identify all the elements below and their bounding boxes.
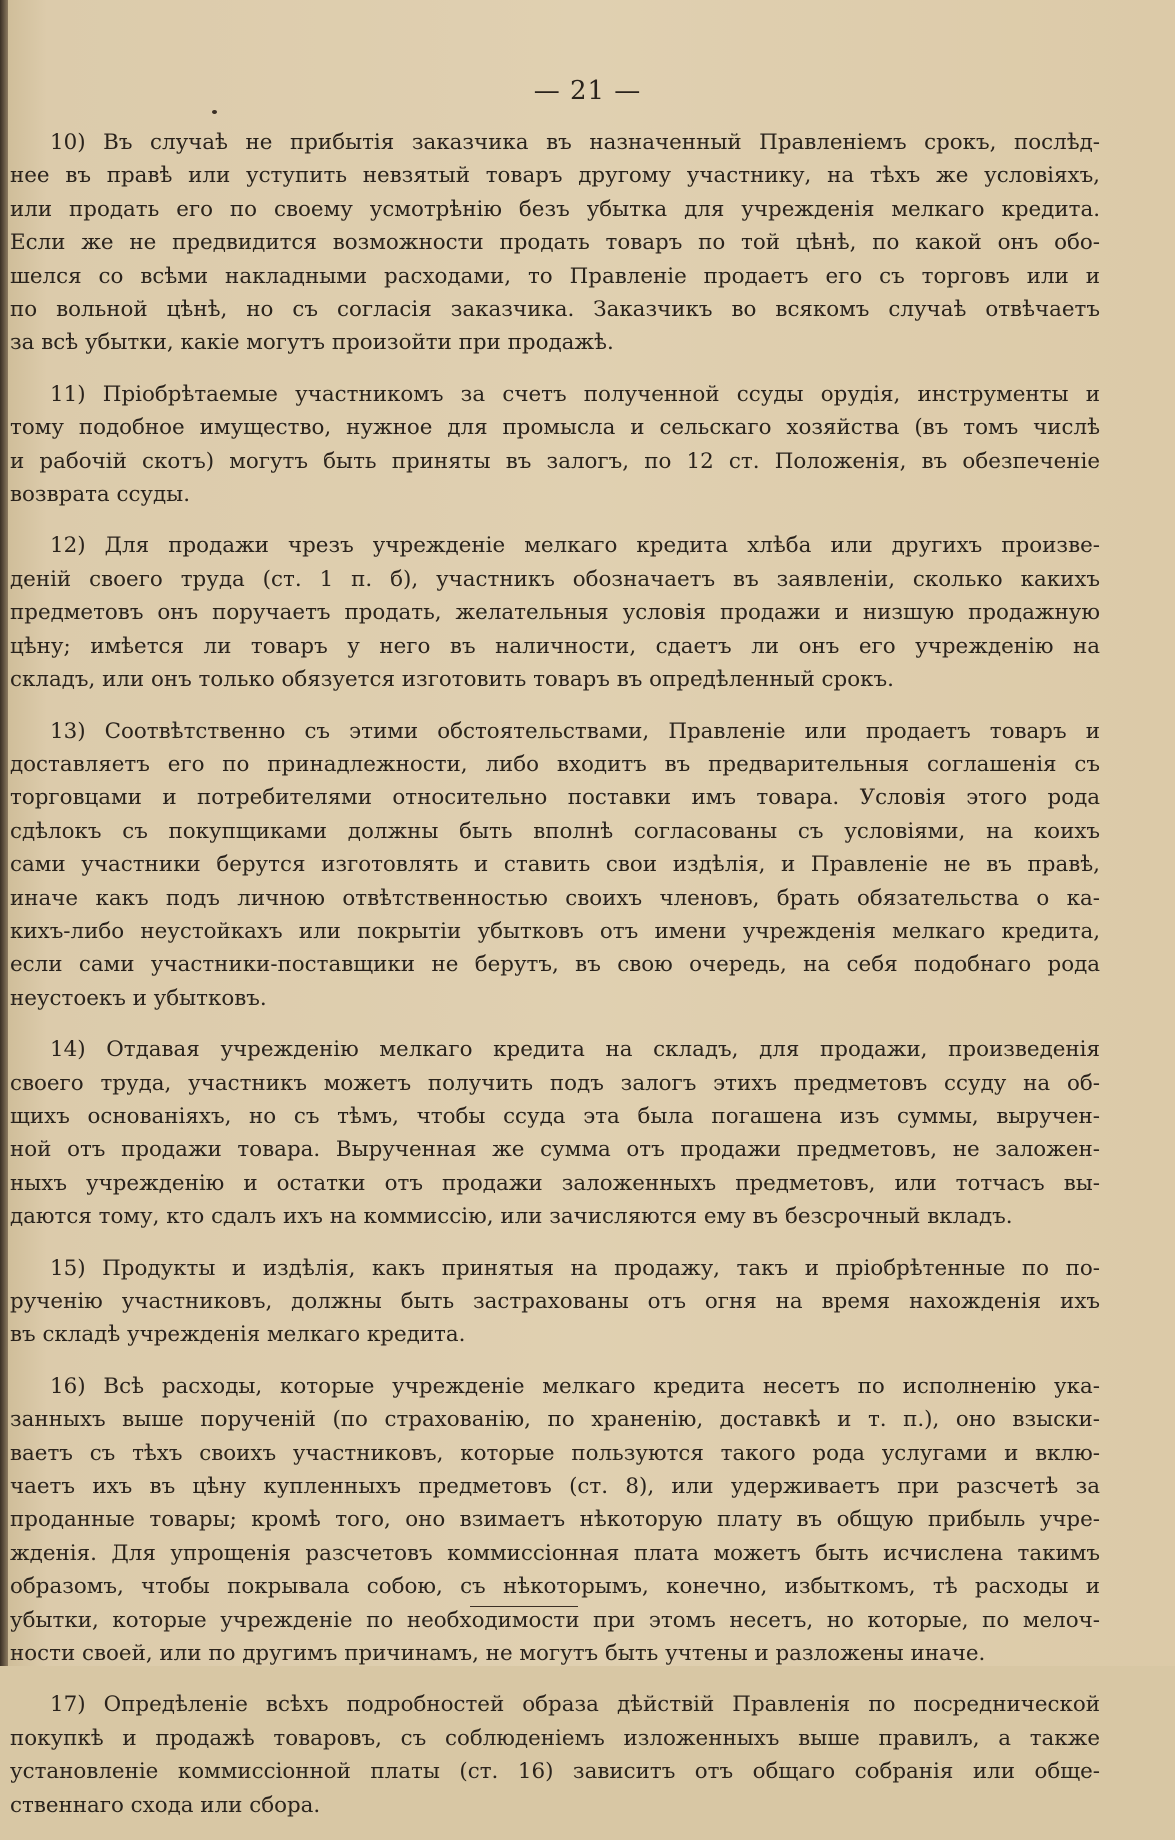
text-line: 15) Продукты и издѣлія, какъ принятыя на продажу, такъ и пріобрѣтенные по по- [50,1255,1100,1281]
text-line: 16) Всѣ расходы, которые учрежденіе мелкаго кредита несетъ по исполненію ука- [50,1373,1100,1399]
text-line: иначе какъ подъ личною отвѣтственностью своихъ членовъ, брать обязательства о ка- [10,885,1100,911]
text-line: цѣну; имѣется ли товаръ у него въ наличности, сдаетъ ли онъ его учрежденію на [10,633,1100,659]
text-line: если сами участники-поставщики не берутъ, въ свою очередь, на себя подобнаго рода [10,952,1100,978]
text-line: убытки, которые учрежденіе по необходимости при этомъ несетъ, но которые, по мелоч- [10,1607,1100,1633]
text-line: въ складѣ учрежденія мелкаго кредита. [10,1322,466,1348]
text-line: по вольной цѣнѣ, но съ согласія заказчика. Заказчикъ во всякомъ случаѣ отвѣчаетъ [10,297,1100,323]
text-line: Если же не предвидится возможности продать товаръ по той цѣнѣ, по какой онъ обо- [10,230,1100,256]
text-line: проданные товары; кромѣ того, оно взимаетъ нѣкоторую плату въ общую прибыль учре- [10,1507,1100,1533]
paragraph [10,378,1100,512]
paragraph [10,1033,1100,1233]
text-line: кихъ-либо неустойкахъ или покрытіи убытковъ отъ имени учрежденія мелкаго кредита, [10,918,1100,944]
text-line: возврата ссуды. [10,482,191,508]
text-line: нее въ правѣ или уступить невзятый товаръ другому участнику, на тѣхъ же условіяхъ, [10,163,1100,189]
text-line: ной отъ продажи товара. Вырученная же сумма отъ продажи предметовъ, не заложен- [10,1137,1100,1163]
text-line: доставляетъ его по принадлежности, либо входитъ въ предварительныя соглашенія съ [10,751,1100,777]
text-line: 12) Для продажи чрезъ учрежденіе мелкаго кредита хлѣба или другихъ произве- [50,533,1100,559]
text-line: своего труда, участникъ можетъ получить подъ залогъ этихъ предметовъ ссуду на об- [10,1070,1100,1096]
text-line: тому подобное имущество, нужное для промысла и сельскаго хозяйства (въ томъ числѣ [10,415,1100,441]
text-line: образомъ, чтобы покрывала собою, съ нѣкоторымъ, конечно, избыткомъ, тѣ расходы и [10,1574,1100,1600]
text-line: щихъ основаніяхъ, но съ тѣмъ, чтобы ссуда эта была погашена изъ суммы, выручен- [10,1103,1100,1129]
page-binding-edge [0,0,8,1666]
text-line: жденія. Для упрощенія разсчетовъ коммиссіонная плата можетъ быть исчислена такимъ [10,1540,1100,1566]
text-line: сдѣлокъ съ покупщиками должны быть вполнѣ согласованы съ условіями, на коихъ [10,818,1100,844]
text-line: и рабочій скотъ) могутъ быть приняты въ залогъ, по 12 ст. Положенія, въ обезпеченіе [10,448,1100,474]
text-line: 17) Опредѣленіе всѣхъ подробностей образа дѣйствій Правленія по посреднической [50,1692,1100,1718]
end-rule [470,1606,578,1607]
text-line: торговцами и потребителями относительно поставки имъ товара. Условія этого рода [10,785,1100,811]
text-line: покупкѣ и продажѣ товаровъ, съ соблюденіемъ изложенныхъ выше правилъ, а также [10,1725,1100,1751]
paragraph [10,1688,1100,1822]
paragraph [10,715,1100,1016]
text-line: 14) Отдавая учрежденію мелкаго кредита на складъ, для продажи, произведенія [50,1037,1100,1063]
text-line: установленіе коммиссіонной платы (ст. 16) зависитъ отъ общаго собранія или обще- [10,1759,1100,1785]
text-line: ственнаго схода или сбора. [10,1792,321,1818]
page-number: — 21 — [533,76,642,106]
text-line: неустоекъ и убытковъ. [10,985,267,1011]
paragraph [10,126,1100,360]
text-line: 10) Въ случаѣ не прибытія заказчика въ назначенный Правленіемъ срокъ, послѣд- [50,130,1100,155]
text-line: занныхъ выше порученій (по страхованію, по храненію, доставкѣ и т. п.), оно взыски- [10,1407,1100,1433]
text-line: даются тому, кто сдалъ ихъ на коммиссію, или зачисляются ему въ безсрочный вкладъ. [10,1204,1013,1230]
text-line: или продать его по своему усмотрѣнію безъ убытка для учрежденія мелкаго кредита. [10,196,1100,222]
text-line: ваетъ съ тѣхъ своихъ участниковъ, которые пользуются такого рода услугами и вклю- [10,1440,1100,1466]
text-line: ныхъ учрежденію и остатки отъ продажи заложенныхъ предметовъ, или тотчасъ вы- [10,1170,1100,1196]
text-line: 13) Соотвѣтственно съ этими обстоятельствами, Правленіе или продаетъ товаръ и [50,718,1100,744]
text-line: 11) Пріобрѣтаемые участникомъ за счетъ полученной ссуды орудія, инструменты и [50,381,1100,407]
text-line: сами участники берутся изготовлять и ставить свои издѣлія, и Правленіе не въ правѣ, [10,852,1100,878]
ink-speck [212,110,217,114]
text-line: предметовъ онъ поручаетъ продать, желательныя условія продажи и низшую продажную [10,600,1100,626]
text-line: деній своего труда (ст. 1 п. б), участникъ обозначаетъ въ заявленіи, сколько какихъ [10,566,1100,592]
paragraph [10,1252,1100,1352]
text-line: чаетъ ихъ въ цѣну купленныхъ предметовъ (ст. 8), или удерживаетъ при разсчетѣ за [10,1474,1100,1500]
text-line: за всѣ убытки, какіе могутъ произойти при продажѣ. [10,330,614,356]
page-body [10,126,1100,1840]
paragraph [10,1370,1100,1671]
text-line: рученію участниковъ, должны быть застрахованы отъ огня на время нахожденія ихъ [10,1289,1100,1314]
text-line: ности своей, или по другимъ причинамъ, не могутъ быть учтены и разложены иначе. [10,1641,986,1667]
text-line: складъ, или онъ только обязуется изготовить товаръ въ опредѣленный срокъ. [10,667,894,693]
paragraph [10,529,1100,696]
text-line: шелся со всѣми накладными расходами, то Правленіе продаетъ его съ торговъ или и [10,263,1100,289]
